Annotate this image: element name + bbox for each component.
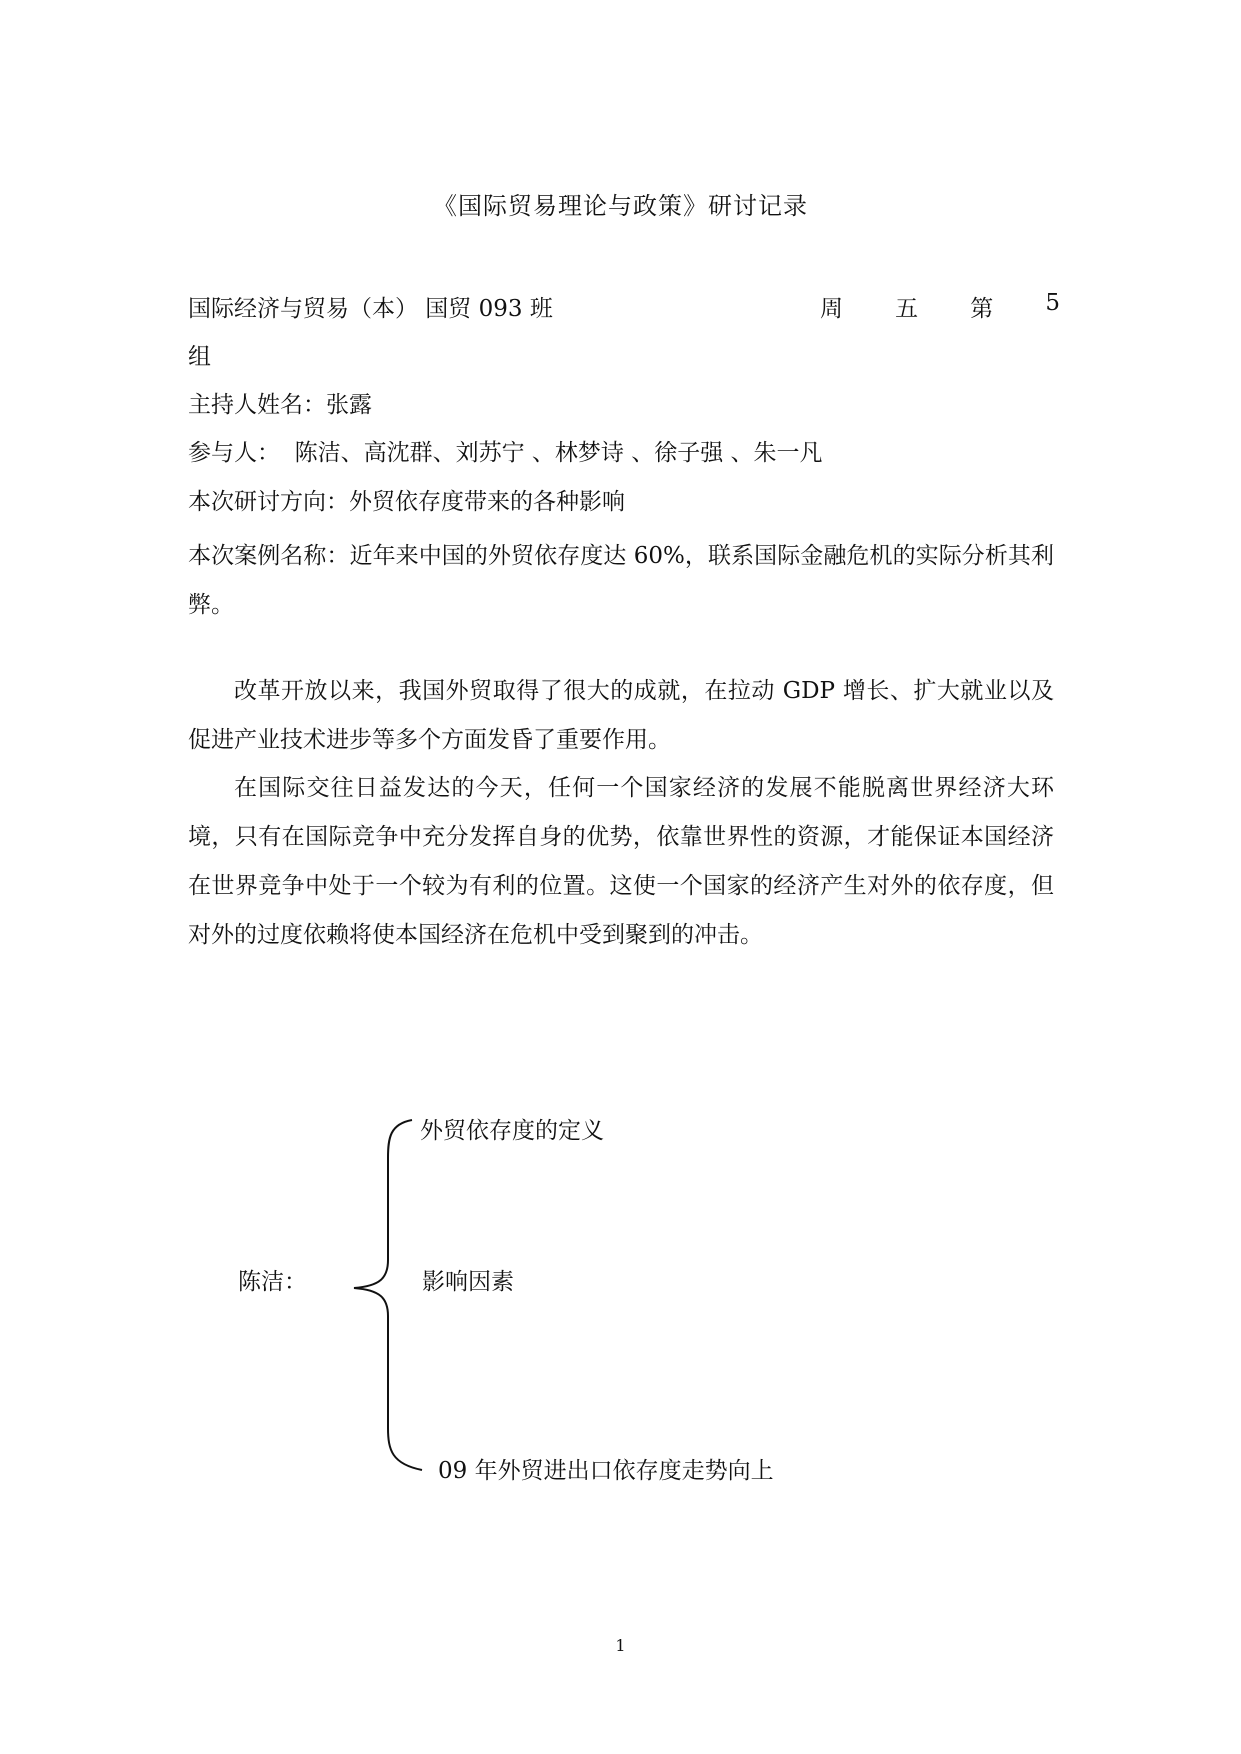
brace-item-2: 影响因素	[422, 1269, 514, 1295]
week-group-info	[820, 290, 1060, 323]
brace-item-3: 09 年外贸进出口依存度走势向上	[438, 1458, 774, 1484]
paragraph-2: 在国际交往日益发达的今天，任何一个国家经济的发展不能脱离世界经济大环境，只有在国际竞争中充分发挥自身的优势，依靠世界性的资源，才能保证本国经济在世界竞争中处于一个较为有利的位置。这使一个国家的经济产生对外的依存度，但对外的过度依赖将使本国经济在危机中受到聚到的冲击。	[188, 775, 1054, 948]
class-info: 国际经济与贸易（本） 国贸 093 班	[188, 296, 553, 322]
participants-line: 参与人： 陈洁、高沈群、刘苏宁 、林梦诗 、徐子强 、朱一凡	[188, 440, 823, 466]
brace-item-1: 外贸依存度的定义	[420, 1118, 604, 1144]
week-part-4: 5	[1045, 290, 1060, 316]
group-suffix: 组	[188, 344, 211, 370]
week-part-1: 周	[820, 296, 843, 322]
case-name: 本次案例名称：近年来中国的外贸依存度达 60%，联系国际金融危机的实际分析其利弊。	[188, 543, 1054, 618]
week-part-3: 第	[970, 296, 994, 322]
direction-line: 本次研讨方向：外贸依存度带来的各种影响	[188, 489, 625, 515]
document-title: 《国际贸易理论与政策》研讨记录	[433, 192, 808, 220]
paragraph-1: 改革开放以来，我国外贸取得了很大的成就，在拉动 GDP 增长、扩大就业以及促进产业技术进步等多个方面发昏了重要作用。	[188, 678, 1054, 753]
host-line: 主持人姓名：张露	[188, 392, 372, 418]
page-number: 1	[615, 1636, 626, 1655]
week-part-2: 五	[895, 296, 919, 322]
curly-brace-icon	[350, 1118, 430, 1478]
brace-speaker: 陈洁：	[238, 1269, 307, 1295]
